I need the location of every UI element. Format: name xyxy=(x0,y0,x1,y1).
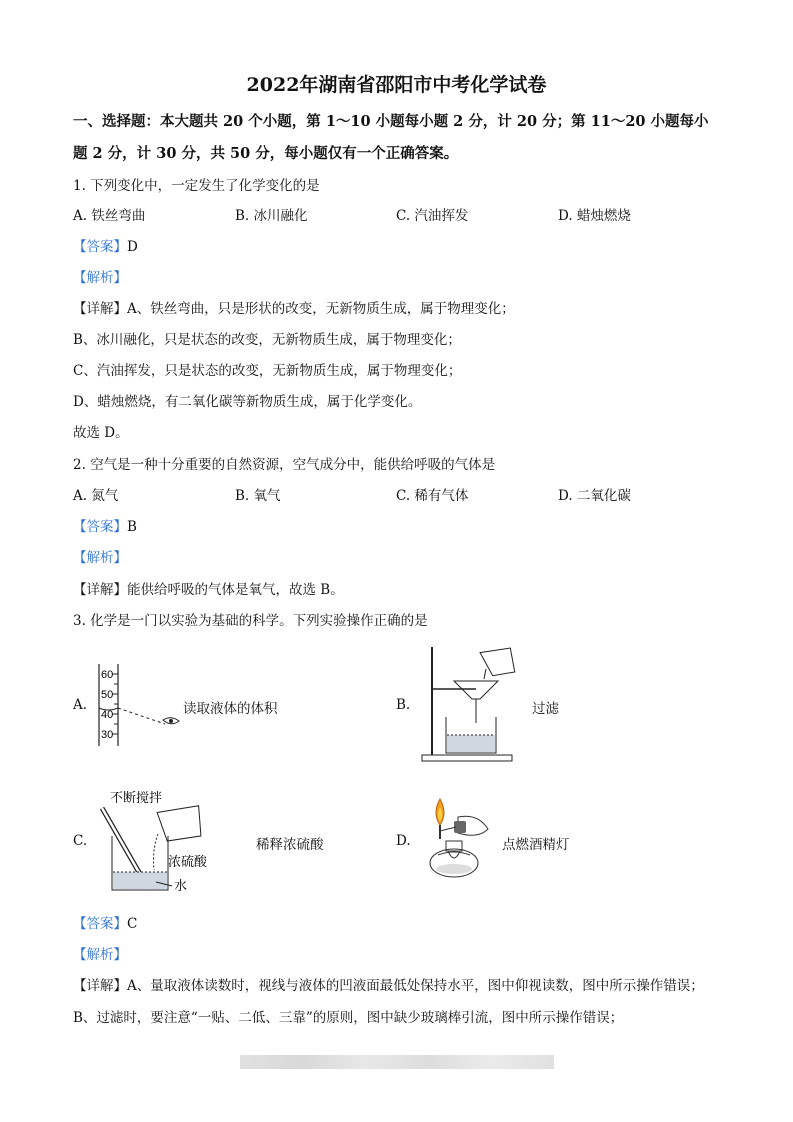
q2-answer-value: B xyxy=(127,519,137,535)
tick-label: 50 xyxy=(101,689,114,701)
cylinder-reading-figure xyxy=(95,660,190,750)
q1-detail-line: 【详解】A、铁丝弯曲，只是形状的改变，无新物质生成，属于物理变化； xyxy=(73,301,515,317)
q3-label-c: C. xyxy=(73,833,88,849)
section-heading-line-2: 题 2 分，计 30 分，共 50 分，每小题仅有一个正确答案。 xyxy=(73,145,459,162)
q2-option-a: A. 氮气 xyxy=(73,488,119,504)
q1-answer xyxy=(73,235,138,255)
analysis-tag: 【解析】 xyxy=(73,270,127,286)
q1-conclusion: 故选 D。 xyxy=(73,425,129,441)
water-label: 水 xyxy=(174,879,188,894)
q2-answer xyxy=(73,515,137,535)
analysis-tag: 【解析】 xyxy=(73,947,127,963)
caption-c: 稀释浓硫酸 xyxy=(256,837,324,853)
alcohol-lamp-figure xyxy=(418,795,498,887)
blurred-footer xyxy=(240,1055,554,1069)
q2-stem: 2. 空气是一种十分重要的自然资源，空气成分中，能供给呼吸的气体是 xyxy=(73,457,496,473)
q3-detail-line: 【详解】A、量取液体读数时，视线与液体的凹液面最低处保持水平，图中仰视读数，图中所示操作错误； xyxy=(73,978,704,994)
q2-option-c: C. 稀有气体 xyxy=(396,488,469,504)
q1-detail-line: D、蜡烛燃烧，有二氧化碳等新物质生成，属于化学变化。 xyxy=(73,394,422,410)
tick-label: 30 xyxy=(101,729,114,741)
answer-tag: 【答案】 xyxy=(73,519,127,535)
q1-option-b: B. 冰川融化 xyxy=(235,208,308,224)
answer-tag: 【答案】 xyxy=(73,239,127,255)
q3-label-a: A. xyxy=(73,697,88,713)
filtration-figure xyxy=(418,643,518,765)
q3-stem: 3. 化学是一门以实验为基础的科学。下列实验操作正确的是 xyxy=(73,613,428,629)
stir-label: 不断搅拌 xyxy=(110,791,163,806)
tick-label: 40 xyxy=(101,709,114,721)
q1-answer-value: D xyxy=(127,239,138,255)
q1-option-d: D. 蜡烛燃烧 xyxy=(558,208,631,224)
q2-detail: 【详解】能供给呼吸的气体是氧气，故选 B。 xyxy=(73,582,344,598)
q3-label-b: B. xyxy=(396,697,411,713)
section-heading-line-1: 一、选择题：本大题共 20 个小题，第 1～10 小题每小题 2 分，计 20 分；第 11～20 小题每小 xyxy=(73,113,709,130)
q2-option-d: D. 二氧化碳 xyxy=(558,488,631,504)
acid-label: 浓硫酸 xyxy=(168,855,208,870)
q3-answer xyxy=(73,912,137,932)
page-title: 2022年湖南省邵阳市中考化学试卷 xyxy=(246,74,547,96)
caption-b: 过滤 xyxy=(532,701,559,717)
caption-a: 读取液体的体积 xyxy=(183,701,278,717)
dilution-figure xyxy=(98,788,218,898)
q1-analysis-tag xyxy=(73,266,127,286)
answer-tag: 【答案】 xyxy=(73,916,127,932)
analysis-tag: 【解析】 xyxy=(73,550,127,566)
q1-stem: 1. 下列变化中，一定发生了化学变化的是 xyxy=(73,178,320,194)
q3-answer-value: C xyxy=(127,916,138,932)
caption-d: 点燃酒精灯 xyxy=(502,837,570,853)
q1-option-c: C. 汽油挥发 xyxy=(396,208,469,224)
q1-detail-line: C、汽油挥发，只是状态的改变，无新物质生成，属于物理变化； xyxy=(73,363,462,379)
q1-detail-line: B、冰川融化，只是状态的改变，无新物质生成，属于物理变化； xyxy=(73,332,461,348)
tick-label: 60 xyxy=(101,669,114,681)
q3-label-d: D. xyxy=(396,833,411,849)
q2-analysis-tag xyxy=(73,546,127,566)
q2-option-b: B. 氧气 xyxy=(235,488,281,504)
q1-option-a: A. 铁丝弯曲 xyxy=(73,208,146,224)
q3-analysis-tag xyxy=(73,943,127,963)
q3-detail-line: B、过滤时，要注意“一贴、二低、三靠”的原则，图中缺少玻璃棒引流，图中所示操作错误； xyxy=(73,1010,624,1026)
